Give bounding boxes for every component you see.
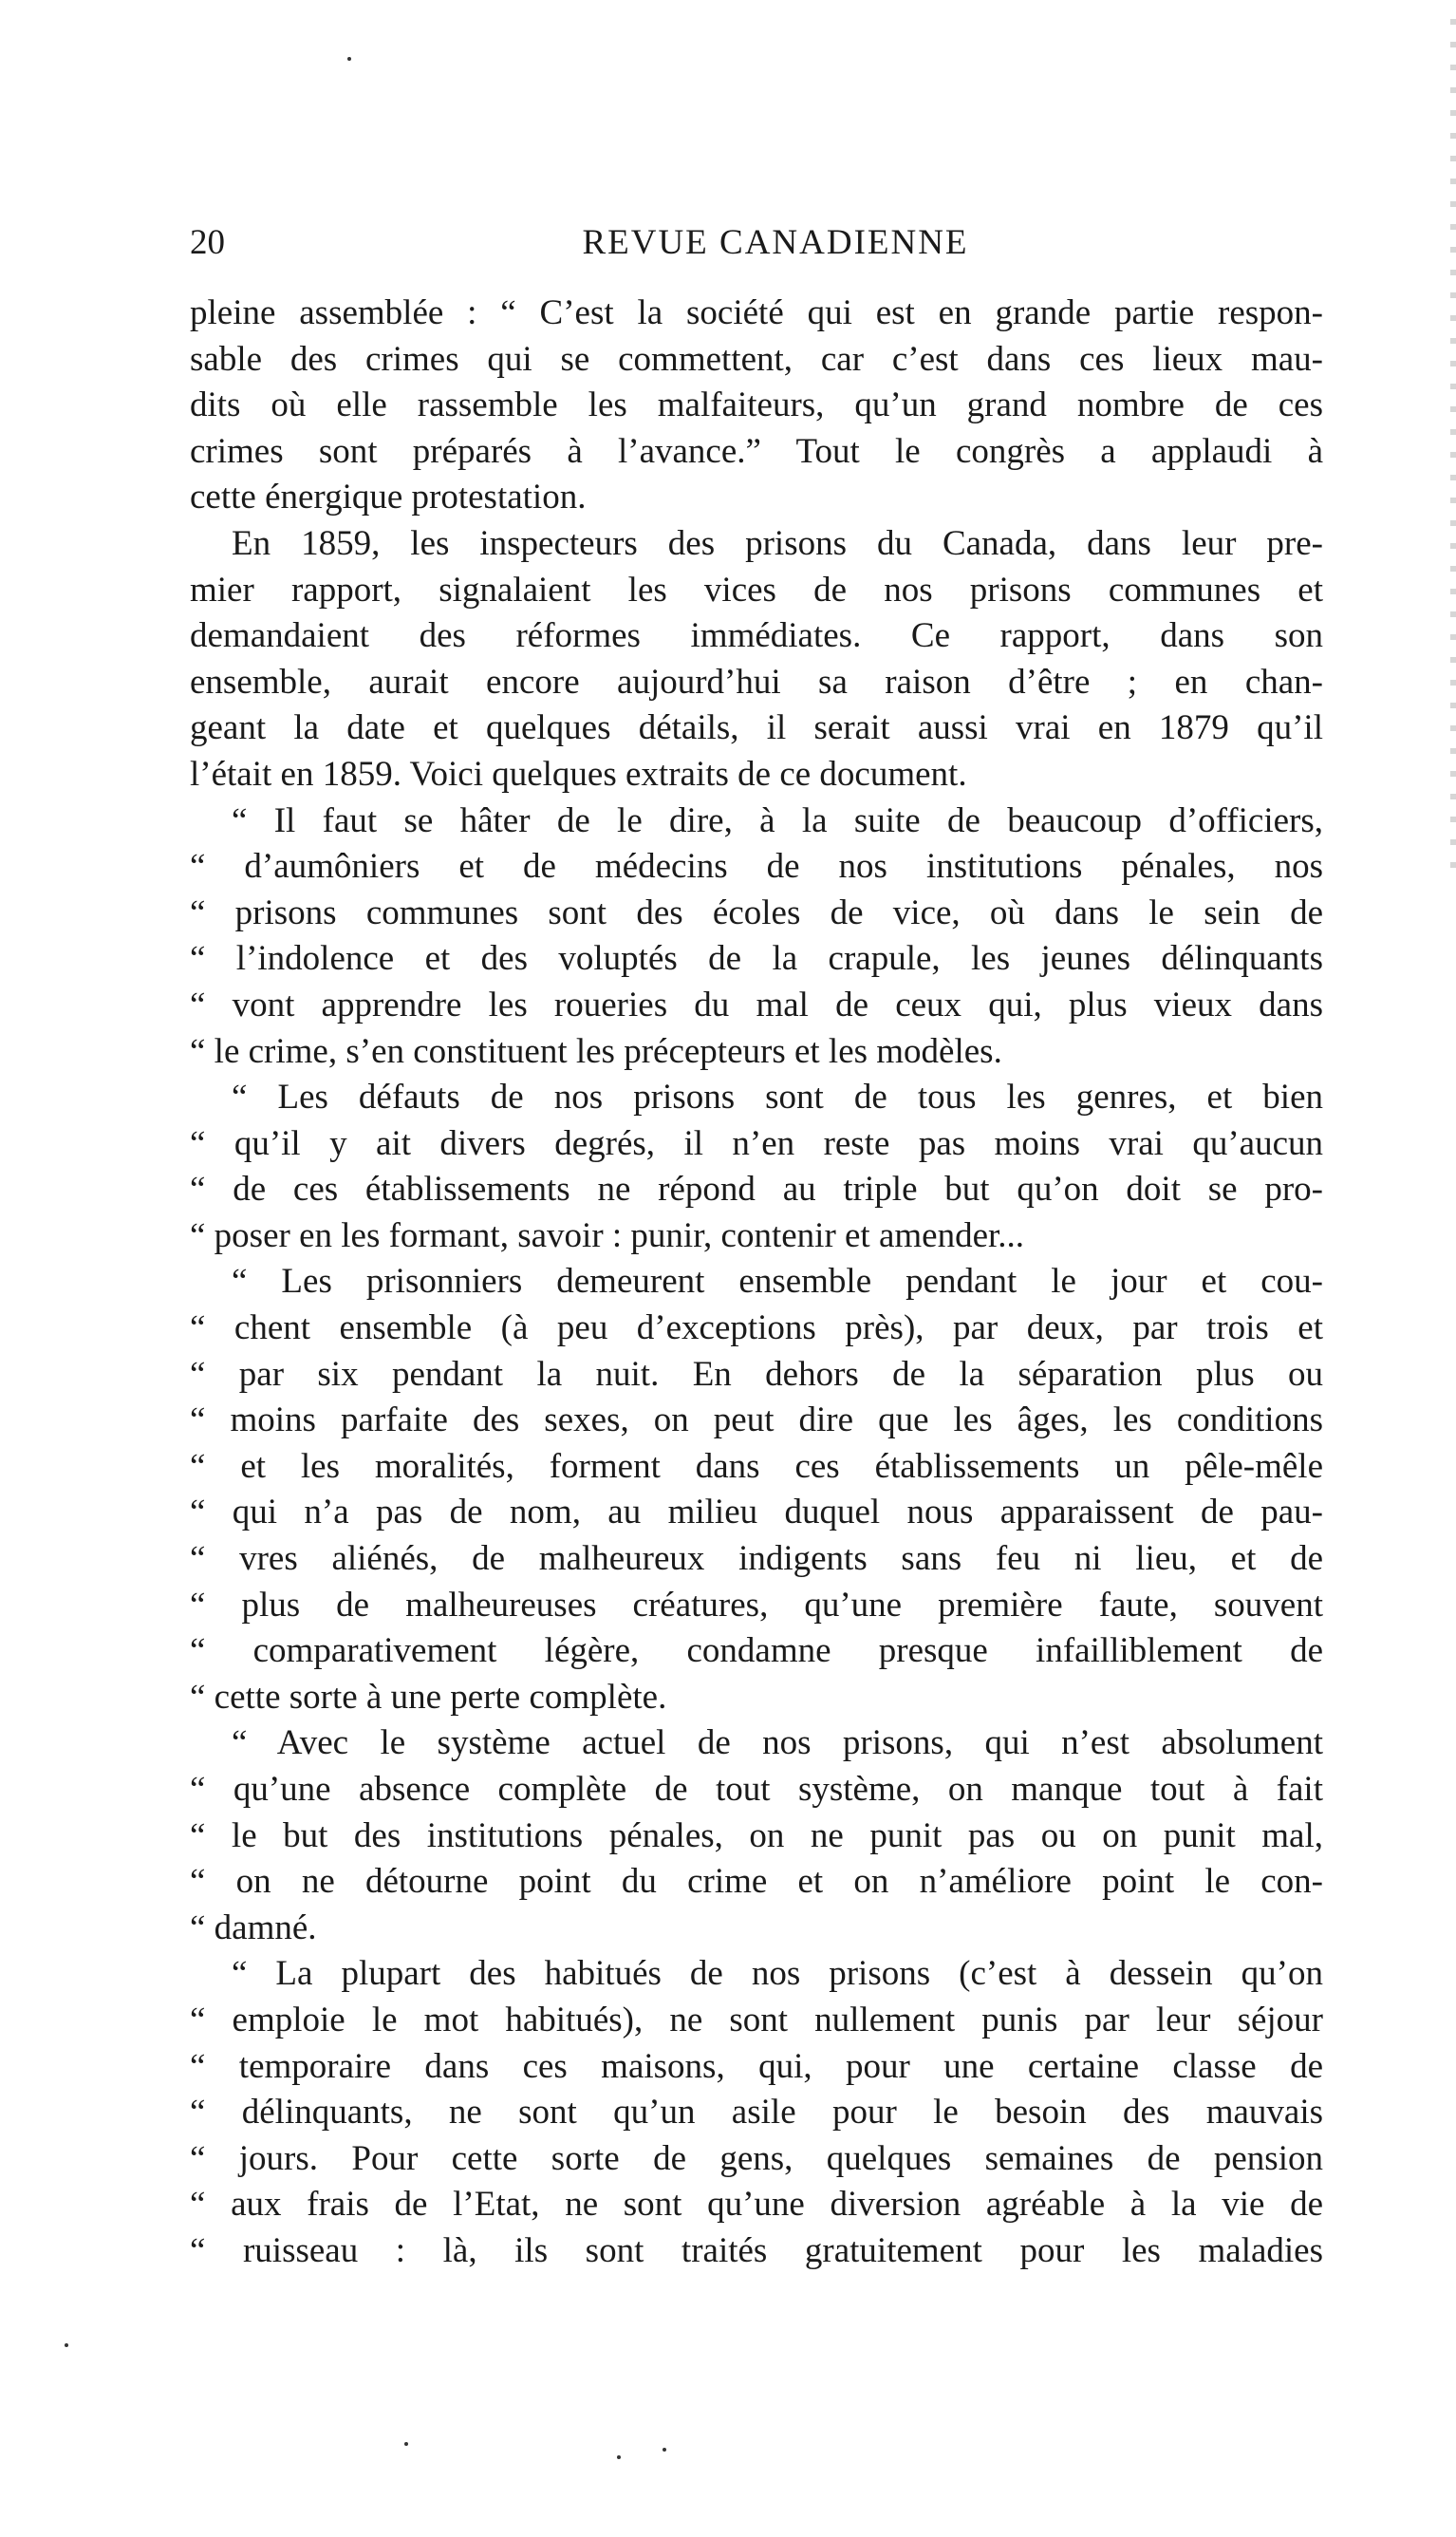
text-line: “ Les prisonniers demeurent ensemble pendant le jour et cou- [232,1262,1323,1302]
page-header [190,215,1323,272]
print-speck [347,57,351,61]
text-line: “ plus de malheureuses créatures, qu’une première faute, souvent [190,1585,1323,1625]
text-line: dits où elle rassemble les malfaiteurs, qu’un grand nombre de ces [190,385,1323,425]
text-line: “ qu’il y ait divers degrés, il n’en reste pas moins vrai qu’aucun [190,1123,1323,1163]
text-line: “ de ces établissements ne répond au triple but qu’on doit se pro- [190,1170,1323,1210]
text-line: “ par six pendant la nuit. En dehors de la séparation plus ou [190,1354,1323,1394]
text-line: “ délinquants, ne sont qu’un asile pour le besoin des mauvais [190,2093,1323,2133]
text-line: “ le crime, s’en constituent les précepteurs et les modèles. [190,1031,1002,1071]
page-edge-shadow [1450,19,1456,874]
text-line: “ La plupart des habitués de nos prisons (c’est à dessein qu’on [232,1954,1323,1994]
text-line: pleine assemblée : “ C’est la société qui est en grande partie respon- [190,293,1323,332]
text-line: l’était en 1859. Voici quelques extraits de ce document. [190,754,967,794]
text-line: “ Les défauts de nos prisons sont de tous les genres, et bien [232,1078,1323,1118]
text-line: mier rapport, signalaient les vices de nos prisons communes et [190,570,1323,610]
print-speck [65,2343,68,2347]
print-speck [617,2455,621,2459]
text-line: “ vres aliénés, de malheureux indigents sans feu ni lieu, et de [190,1539,1323,1579]
text-line: “ Il faut se hâter de le dire, à la suite de beaucoup d’officiers, [232,800,1323,840]
text-line: sable des crimes qui se commettent, car c’est dans ces lieux mau- [190,339,1323,379]
text-line: crimes sont préparés à l’avance.” Tout le congrès a applaudi à [190,431,1323,471]
running-title: REVUE CANADIENNE [582,223,969,262]
text-line: “ et les moralités, forment dans ces établissements un pêle-mêle [190,1446,1323,1486]
text-line: “ on ne détourne point du crime et on n’améliore point le con- [190,1862,1323,1902]
text-line: “ vont apprendre les roueries du mal de ceux qui, plus vieux dans [190,985,1323,1024]
text-line: “ le but des institutions pénales, on ne punit pas ou on punit mal, [190,1815,1323,1855]
text-line: ensemble, aurait encore aujourd’hui sa raison d’être ; en chan- [190,662,1323,702]
text-line: “ jours. Pour cette sorte de gens, quelques semaines de pension [190,2138,1323,2178]
text-line: “ ruisseau : là, ils sont traités gratuitement pour les maladies [190,2230,1323,2270]
text-line: “ comparativement légère, condamne presque infailliblement de [190,1631,1323,1671]
text-line: “ qui n’a pas de nom, au milieu duquel nous apparaissent de pau- [190,1493,1323,1532]
text-line: “ emploie le mot habitués), ne sont nullement punis par leur séjour [190,2000,1323,2039]
text-line: “ aux frais de l’Etat, ne sont qu’une diversion agréable à la vie de [190,2185,1323,2225]
print-speck [663,2448,666,2452]
text-line: “ chent ensemble (à peu d’exceptions près), par deux, par trois et [190,1308,1323,1348]
text-line: demandaient des réformes immédiates. Ce rapport, dans son [190,616,1323,656]
print-speck [404,2442,408,2446]
page-number: 20 [190,223,225,262]
text-line: “ cette sorte à une perte complète. [190,1677,667,1717]
text-line: “ d’aumôniers et de médecins de nos institutions pénales, nos [190,847,1323,887]
text-line: En 1859, les inspecteurs des prisons du Canada, dans leur pre- [232,523,1323,563]
text-line: “ damné. [190,1907,317,1947]
text-line: “ moins parfaite des sexes, on peut dire que les âges, les conditions [190,1400,1323,1440]
text-line: geant la date et quelques détails, il serait aussi vrai en 1879 qu’il [190,708,1323,748]
text-line: “ poser en les formant, savoir : punir, contenir et amender... [190,1215,1025,1255]
text-line: “ l’indolence et des voluptés de la crapule, les jeunes délinquants [190,939,1323,979]
text-line: “ temporaire dans ces maisons, qui, pour une certaine classe de [190,2046,1323,2086]
text-line: “ Avec le système actuel de nos prisons, qui n’est absolument [232,1723,1323,1763]
body-text [190,291,1323,2275]
text-line: cette énergique protestation. [190,478,587,517]
text-line: “ prisons communes sont des écoles de vice, où dans le sein de [190,893,1323,932]
text-line: “ qu’une absence complète de tout système, on manque tout à fait [190,1770,1323,1809]
